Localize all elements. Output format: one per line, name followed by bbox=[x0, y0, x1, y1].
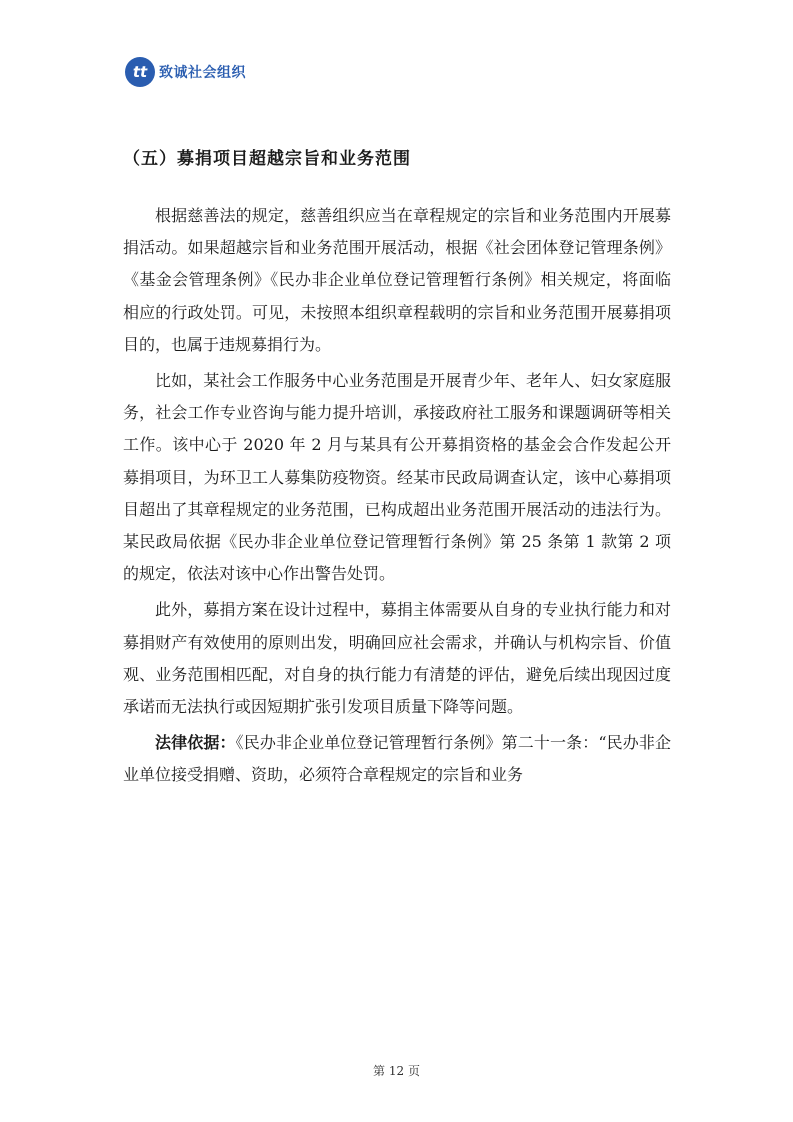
paragraph-2: 比如，某社会工作服务中心业务范围是开展青少年、老年人、妇女家庭服务，社会工作专业咨询与能力提升培训，承接政府社工服务和课题调研等相关工作。该中心于 2020 年 2 月与某具有公开募捐资格的基金会合作发起公开募捐项目，为环卫工人募集防疫物资。经某市民政局调查认定，该中心募捐项目超出了其章程规定的业务范围，已构成超出业务范围开展活动的违法行为。某民政局依据《民办非企业单位登记管理暂行条例》第 25 条第 1 款第 2 项的规定，依法对该中心作出警告处罚。 bbox=[123, 371, 671, 584]
legal-basis-label: 法律依据： bbox=[155, 733, 236, 753]
paragraph-3: 此外，募捐方案在设计过程中，募捐主体需要从自身的专业执行能力和对募捐财产有效使用的原则出发，明确回应社会需求，并确认与机构宗旨、价值观、业务范围相匹配，对自身的执行能力有清楚的评估，避免后续出现因过度承诺而无法执行或因短期扩张引发项目质量下降等问题。 bbox=[123, 600, 671, 717]
logo-text: 致诚社会组织 bbox=[159, 65, 246, 81]
paragraph-1: 根据慈善法的规定，慈善组织应当在章程规定的宗旨和业务范围内开展募捐活动。如果超越宗旨和业务范围开展活动，根据《社会团体登记管理条例》《基金会管理条例》《民办非企业单位登记管理暂行条例》相关规定，将面临相应的行政处罚。可见，未按照本组织章程载明的宗旨和业务范围开展募捐项目的，也属于违规募捐行为。 bbox=[123, 206, 671, 354]
page-number: 第 12 页 bbox=[373, 1064, 420, 1078]
legal-basis-text: 《民办非企业单位登记管理暂行条例》第二十一条：“民办非企业单位接受捐赠、资助，必须符合章程规定的宗旨和业务 bbox=[123, 733, 671, 785]
tt-logo-icon: tt bbox=[125, 57, 155, 87]
legal-basis bbox=[123, 727, 671, 791]
section-title: （五）募捐项目超越宗旨和业务范围 bbox=[123, 149, 411, 169]
body-content bbox=[123, 200, 671, 796]
header bbox=[125, 56, 246, 88]
